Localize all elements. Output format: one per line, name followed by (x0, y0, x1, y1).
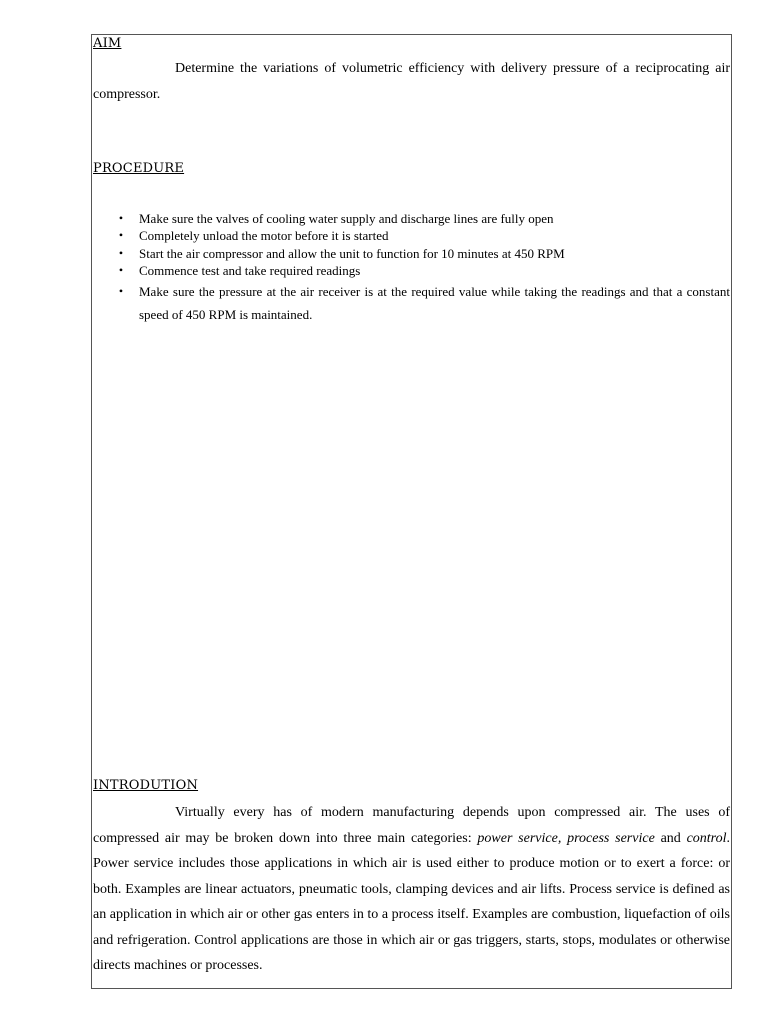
procedure-step (93, 245, 730, 262)
bullet-icon: • (118, 283, 124, 298)
introduction-italic-control: control (686, 830, 727, 846)
procedure-step-text: Make sure the valves of cooling water supply and discharge lines are fully open (139, 211, 554, 226)
introduction-text (93, 800, 730, 979)
introduction-heading: INTRODUTION (93, 778, 199, 793)
introduction-text-part: and (654, 830, 687, 846)
procedure-step-text: Completely unload the motor before it is started (139, 228, 389, 244)
aim-text: Determine the variations of volumetric efficiency with delivery pressure of a reciprocating air compressor. (93, 61, 730, 102)
procedure-step (93, 280, 730, 326)
introduction-text-part: Virtually every has of modern manufacturing depends upon compressed air. The uses of compressed air may be broken down into three main categories: (93, 805, 730, 846)
procedure-step (93, 227, 730, 244)
bullet-icon: • (118, 228, 124, 243)
procedure-step-text: Commence test and take required readings (139, 263, 361, 279)
bullet-icon: • (118, 263, 124, 278)
procedure-step-text: Make sure the pressure at the air receiver is at the required value while taking the readings and that a constant speed of 450 RPM is maintained. (139, 283, 730, 322)
page-frame (91, 34, 732, 989)
procedure-step (93, 210, 730, 227)
procedure-step (93, 262, 730, 279)
procedure-step-text: Start the air compressor and allow the unit to function for 10 minutes at 450 RPM (139, 245, 565, 261)
introduction-text-part: . Power service includes those applications in which air is used either to produce motion or to exert a force: or both. Examples are linear actuators, pneumatic tools, clamping devices and air lifts. Process service is defined as an application in which air or other gas enters in to a process itself. Examples are combustion, liquefaction of oils and refrigeration. Control applications are those in which air or gas triggers, starts, stops, modulates or otherwise directs machines or processes. (93, 830, 730, 973)
procedure-list (93, 210, 730, 326)
procedure-heading: PROCEDURE (93, 161, 185, 176)
introduction-italic-categories: power service, process service (477, 830, 655, 846)
aim-heading: AIM (93, 36, 122, 51)
bullet-icon: • (118, 245, 124, 260)
bullet-icon: • (118, 211, 124, 225)
